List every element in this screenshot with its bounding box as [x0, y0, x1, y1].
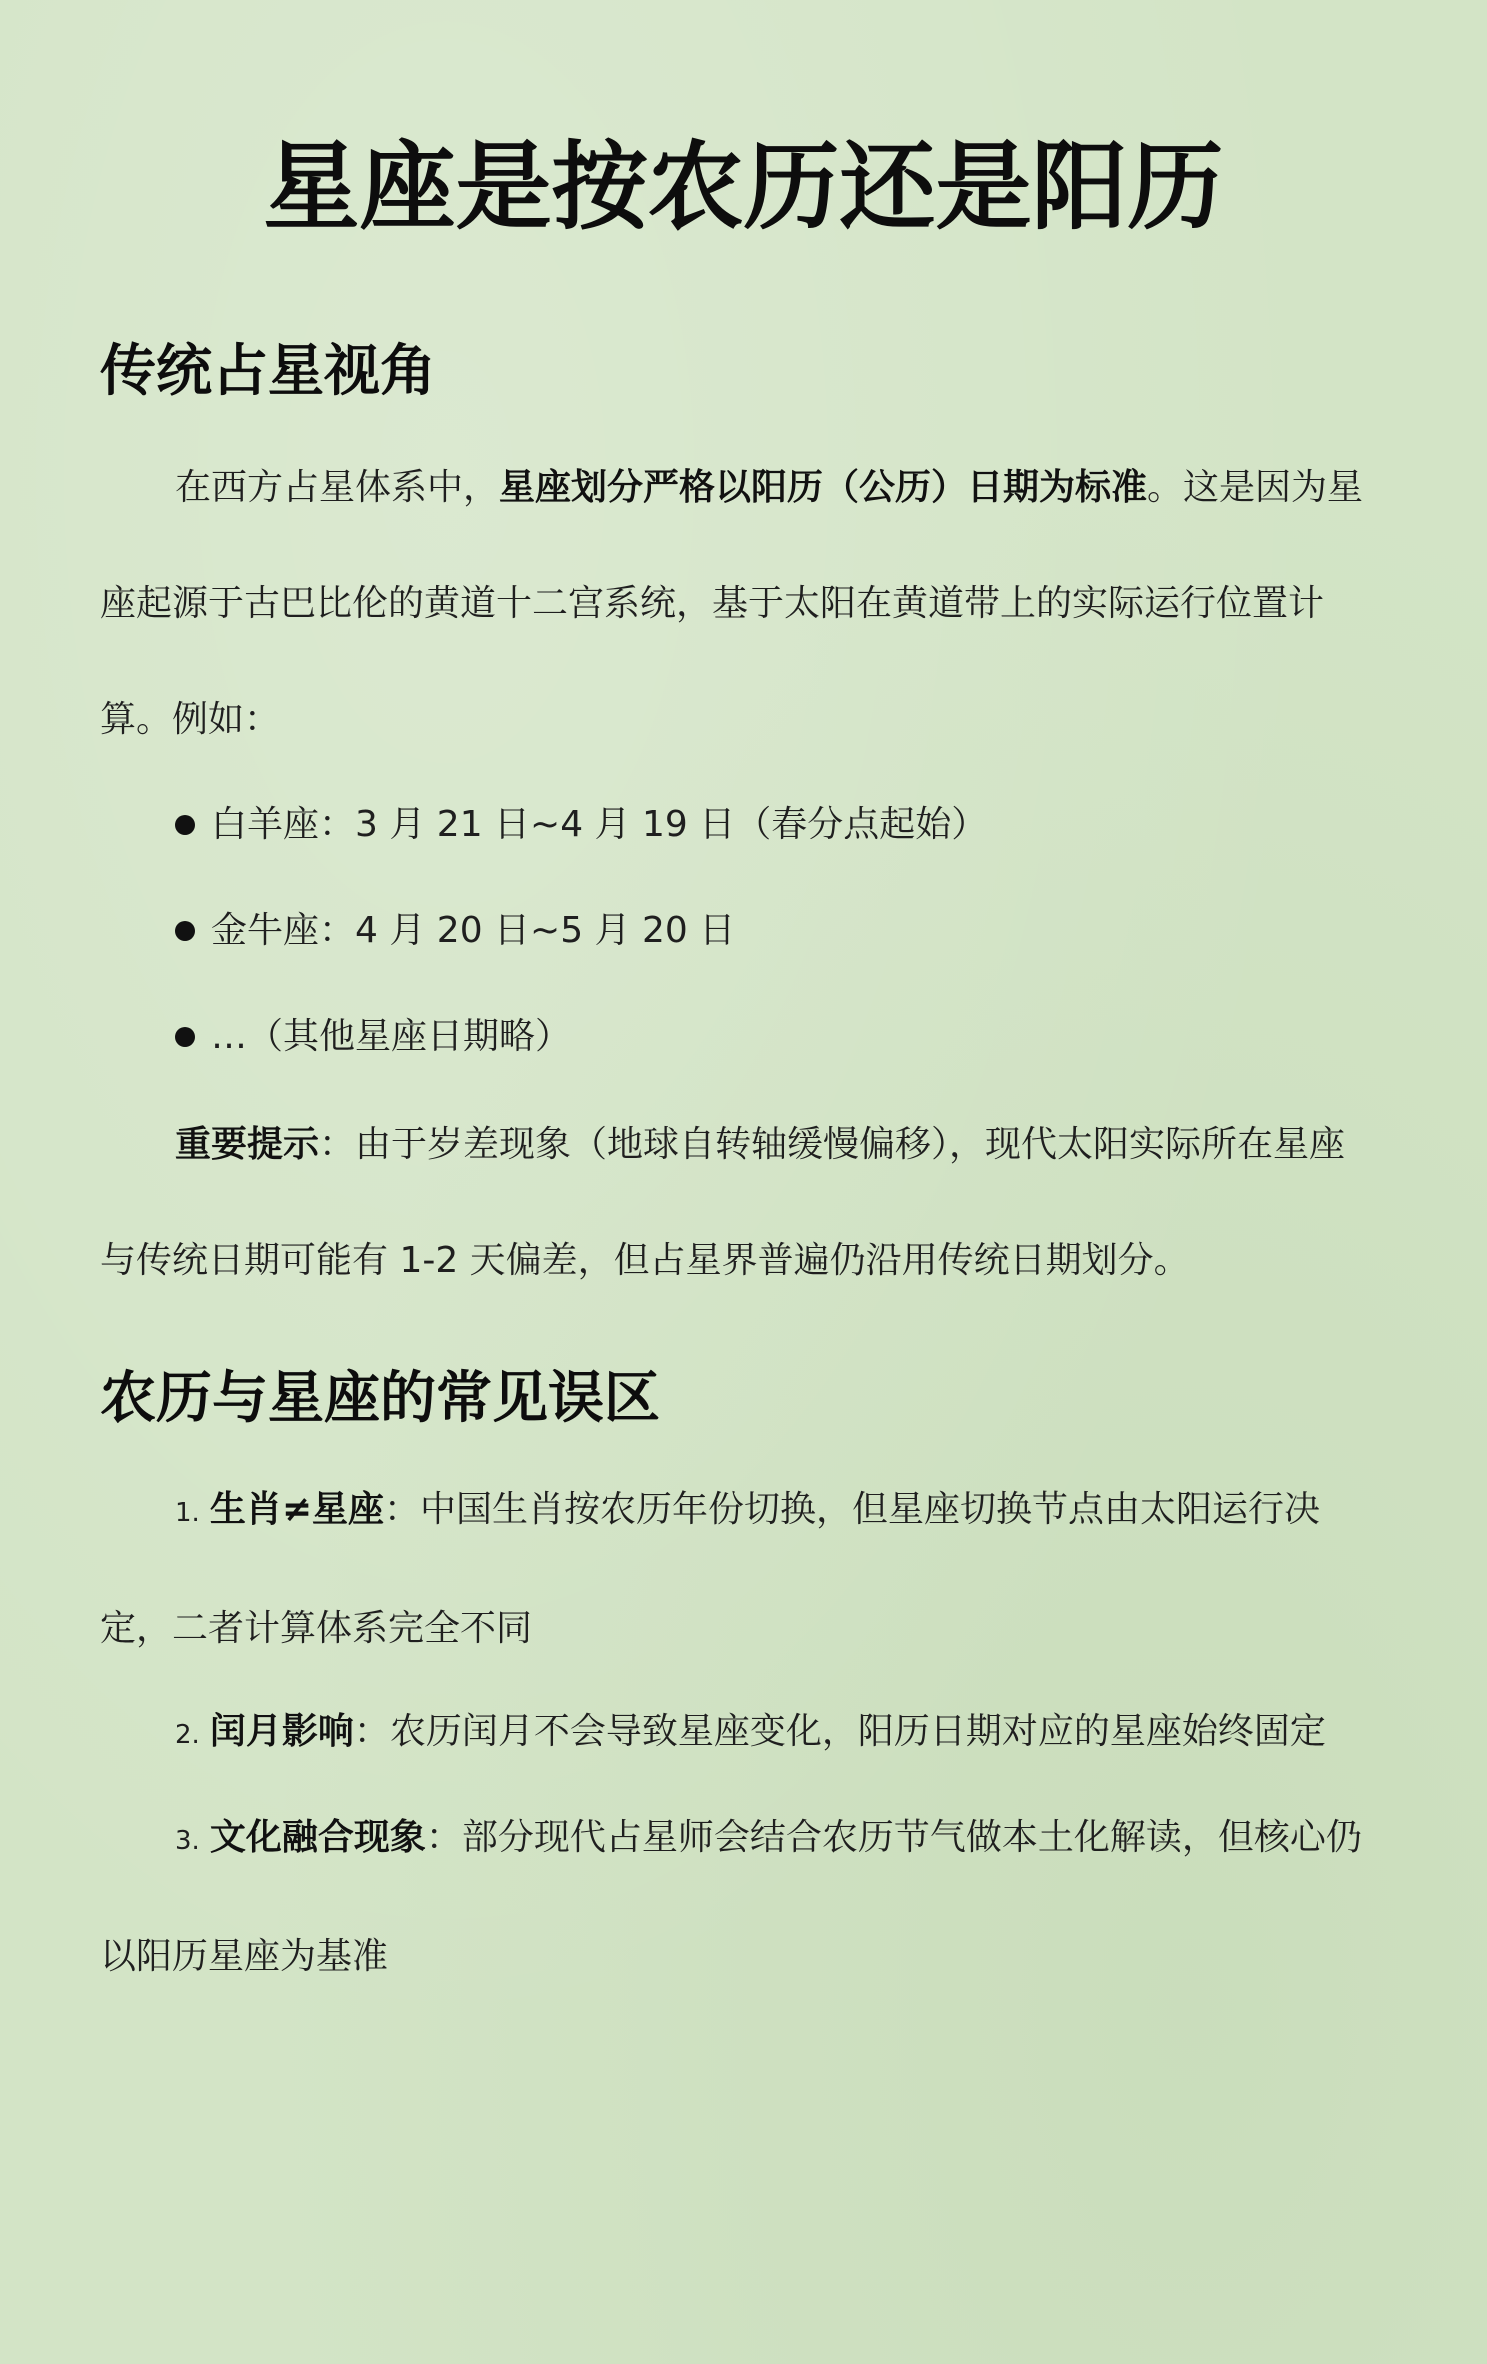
tip-label: 重要提示	[175, 1124, 320, 1165]
paragraph-intro	[100, 430, 1365, 778]
numbered-item	[100, 1452, 1365, 1687]
numbered-item	[100, 1674, 1365, 1793]
bullet-icon	[175, 1027, 195, 1047]
numbered-item	[100, 1780, 1365, 2015]
intro-text-suffix: 。这是因为星座起源于古巴比伦的黄道十二宫系统，基于太阳在黄道带上的实际运行位置计算。例如：	[100, 467, 1364, 740]
bullet-icon	[175, 921, 195, 941]
tip-text: ：由于岁差现象（地球自转轴缓慢偏移），现代太阳实际所在星座与传统日期可能有 1-2 天偏差，但占星界普遍仍沿用传统日期划分。	[100, 1124, 1346, 1281]
list-item-text: …（其他星座日期略）	[211, 1016, 572, 1057]
section-heading-traditional: 传统占星视角	[100, 339, 436, 404]
page-title: 星座是按农历还是阳历	[263, 131, 1224, 243]
intro-text-prefix: 在西方占星体系中，	[175, 467, 500, 508]
intro-text-bold: 星座划分严格以阳历（公历）日期为标准	[499, 467, 1148, 508]
list-item-text: 金牛座：4 月 20 日~5 月 20 日	[211, 910, 736, 951]
item-label: 文化融合现象	[209, 1817, 426, 1858]
item-number: 2.	[175, 1720, 200, 1750]
item-text: ：部分现代占星师会结合农历节气做本土化解读，但核心仍以阳历星座为基准	[100, 1817, 1362, 1977]
paragraph-tip	[100, 1087, 1365, 1319]
item-text: ：农历闰月不会导致星座变化，阳历日期对应的星座始终固定	[353, 1711, 1326, 1752]
item-number: 1.	[175, 1498, 200, 1528]
item-number: 3.	[175, 1826, 200, 1856]
item-text: ：中国生肖按农历年份切换，但星座切换节点由太阳运行决定，二者计算体系完全不同	[100, 1489, 1320, 1649]
list-item	[175, 800, 987, 850]
item-label: 闰月影响	[209, 1711, 354, 1752]
section-heading-misconceptions: 农历与星座的常见误区	[100, 1366, 660, 1431]
item-label: 生肖≠星座	[209, 1489, 384, 1530]
list-item-text: 白羊座：3 月 21 日~4 月 19 日（春分点起始）	[211, 804, 988, 845]
list-item	[175, 906, 735, 956]
bullet-icon	[175, 815, 195, 835]
list-item	[175, 1012, 571, 1062]
